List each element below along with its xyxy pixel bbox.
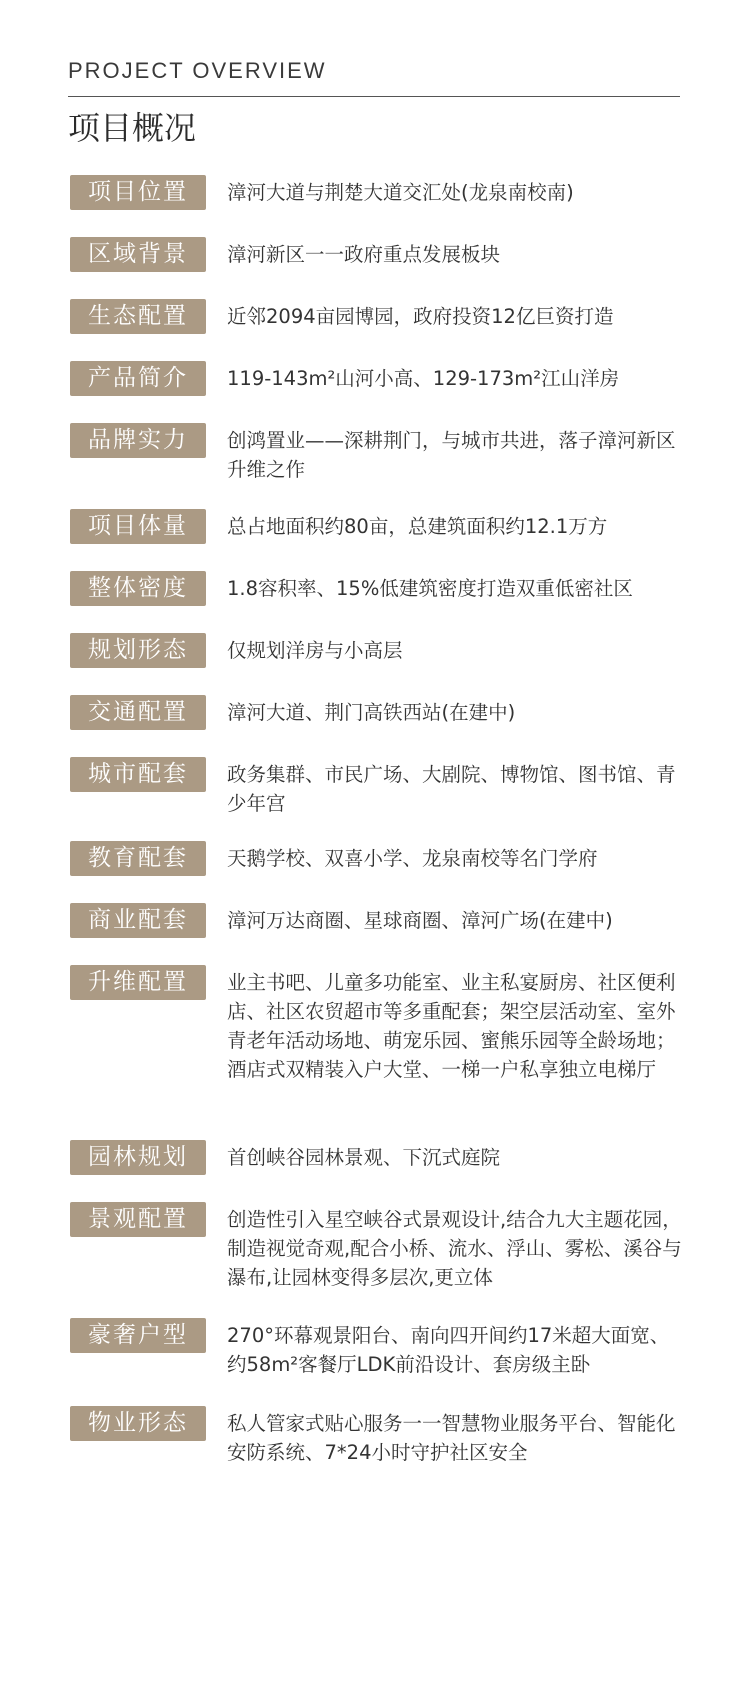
- item-text: 1.8容积率、15%低建筑密度打造双重低密社区: [227, 577, 633, 600]
- item-label: 升维配置: [70, 965, 206, 1000]
- item-text: 近邻2094亩园博园，政府投资12亿巨资打造: [227, 305, 614, 328]
- item-text: 创鸿置业——深耕荆门，与城市共进，落子漳河新区升维之作: [227, 429, 676, 481]
- item-label: 规划形态: [70, 633, 206, 668]
- item-label: 商业配套: [70, 903, 206, 938]
- item-label: 教育配套: [70, 841, 206, 876]
- item-text: 漳河万达商圈、星球商圈、漳河广场(在建中): [227, 909, 613, 932]
- item-label: 区域背景: [70, 237, 206, 272]
- item-text: 首创峡谷园林景观、下沉式庭院: [227, 1146, 501, 1169]
- item-label: 豪奢户型: [70, 1318, 206, 1353]
- item-text: 119-143m²山河小高、129-173m²江山洋房: [227, 367, 620, 390]
- item-text: 天鹅学校、双喜小学、龙泉南校等名门学府: [227, 847, 598, 870]
- item-label: 城市配套: [70, 757, 206, 792]
- item-text: 创造性引入星空峡谷式景观设计,结合九大主题花园，制造视觉奇观,配合小桥、流水、浮山、雾松、溪谷与瀑布,让园林变得多层次,更立体: [227, 1208, 682, 1289]
- item-label: 生态配置: [70, 299, 206, 334]
- item-label: 景观配置: [70, 1202, 206, 1237]
- section-eyebrow: PROJECT OVERVIEW: [68, 58, 327, 83]
- item-text: 私人管家式贴心服务一一智慧物业服务平台、智能化安防系统、7*24小时守护社区安全: [227, 1412, 676, 1464]
- page-title: 项目概况: [68, 109, 197, 147]
- item-label: 交通配置: [70, 695, 206, 730]
- item-text: 漳河大道、荆门高铁西站(在建中): [227, 701, 516, 724]
- item-label: 产品简介: [70, 361, 206, 396]
- item-label: 园林规划: [70, 1140, 206, 1175]
- item-text: 仅规划洋房与小高层: [227, 639, 403, 662]
- item-label: 物业形态: [70, 1406, 206, 1441]
- item-text: 270°环幕观景阳台、南向四开间约17米超大面宽、约58m²客餐厅LDK前沿设计、套房级主卧: [227, 1324, 670, 1376]
- item-text: 漳河新区一一政府重点发展板块: [227, 243, 501, 266]
- item-label: 项目位置: [70, 175, 206, 210]
- item-label: 整体密度: [70, 571, 206, 606]
- item-label: 品牌实力: [70, 423, 206, 458]
- item-label: 项目体量: [70, 509, 206, 544]
- item-text: 业主书吧、儿童多功能室、业主私宴厨房、社区便利店、社区农贸超市等多重配套；架空层活动室、室外青老年活动场地、萌宠乐园、蜜熊乐园等全龄场地；酒店式双精装入户大堂、一梯一户私享独立电梯厅: [227, 971, 676, 1081]
- item-text: 政务集群、市民广场、大剧院、博物馆、图书馆、青少年宫: [227, 763, 676, 815]
- item-text: 总占地面积约80亩，总建筑面积约12.1万方: [227, 515, 608, 538]
- item-text: 漳河大道与荆楚大道交汇处(龙泉南校南): [227, 181, 574, 204]
